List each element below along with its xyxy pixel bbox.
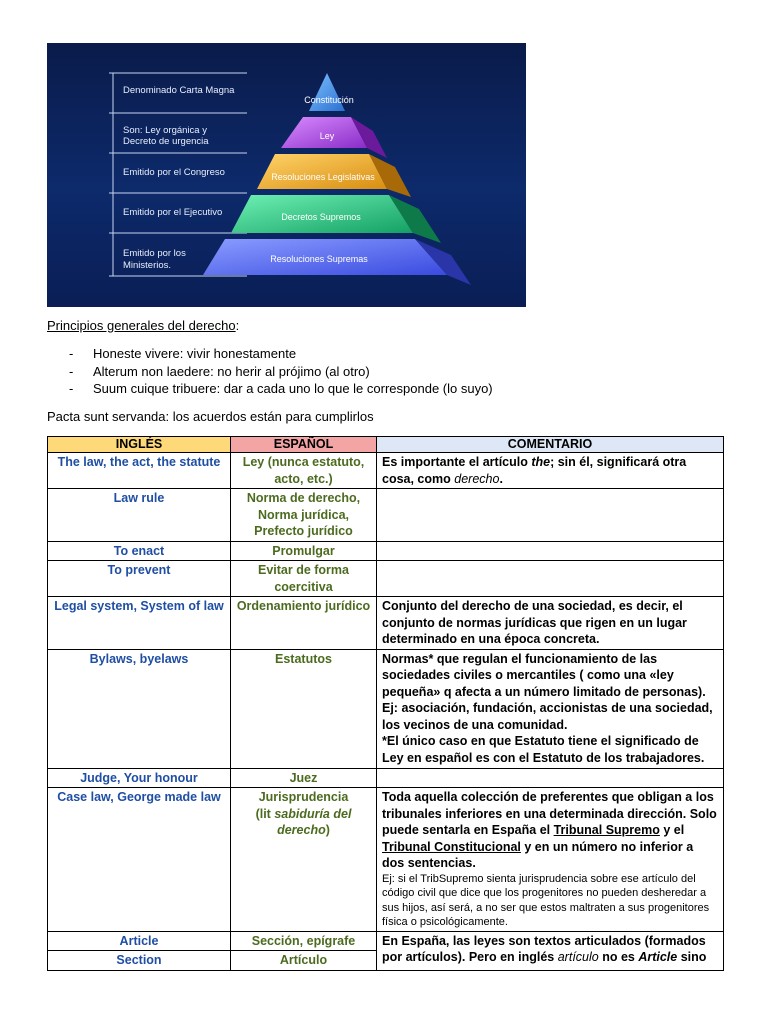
label-ley-organica: Son: Ley orgánica y xyxy=(123,125,207,136)
label-ministerios-1: Emitido por los xyxy=(123,248,186,259)
cell-english: Bylaws, byelaws xyxy=(48,649,231,768)
table-row xyxy=(48,453,724,489)
list-item: - Suum cuique tribuere: dar a cada uno lo que le corresponde (lo suyo) xyxy=(69,381,493,396)
cell-comment xyxy=(377,768,724,788)
principles-list xyxy=(47,345,493,398)
hierarchy-pyramid-figure xyxy=(47,43,526,307)
label-carta-magna: Denominado Carta Magna xyxy=(123,85,235,96)
header-comentario: COMENTARIO xyxy=(377,437,724,453)
cell-english: Case law, George made law xyxy=(48,788,231,932)
section-heading xyxy=(47,318,239,333)
heading-colon: : xyxy=(235,318,240,333)
label-decreto-urgencia: Decreto de urgencia xyxy=(123,136,209,147)
table-row xyxy=(48,597,724,650)
list-item: - Honeste vivere: vivir honestamente xyxy=(69,346,297,361)
heading-text: Principios generales del derecho xyxy=(47,318,236,333)
pyramid-level-constitucion xyxy=(309,73,345,111)
table-row xyxy=(48,489,724,542)
header-ingles: INGLÉS xyxy=(48,437,231,453)
label-congreso: Emitido por el Congreso xyxy=(123,167,225,178)
cell-spanish: Ley (nunca estatuto, acto, etc.) xyxy=(231,453,377,489)
cell-comment: Toda aquella colección de preferentes que obligan a los tribunales inferiores en una determinada dirección. Solo puede sentarla en España el Tribunal Supremo y el Tribunal Constitucional y en un número no inferior a dos sentencias. Ej: si el TribSupremo sienta jurisprudencia sobre ese artículo del código civil que dice que los progenitores no pueden desheredar a sus hijos, así será, a no ser que estos maltraten a sus progenitores física o psicológicamente. xyxy=(377,788,724,932)
header-espanol: ESPAÑOL xyxy=(231,437,377,453)
cell-english: To prevent xyxy=(48,561,231,597)
cell-comment xyxy=(377,561,724,597)
cell-spanish: Jurisprudencia (lit sabiduría del derecho) xyxy=(231,788,377,932)
cell-spanish: Estatutos xyxy=(231,649,377,768)
cell-comment xyxy=(377,489,724,542)
table-row xyxy=(48,931,724,951)
cell-comment: En España, las leyes son textos articulados (formados por artículos). Pero en inglés artículo no es Article sino xyxy=(377,931,724,970)
cell-comment: Conjunto del derecho de una sociedad, es decir, el conjunto de normas jurídicas que rigen en un lugar determinado en una época concreta. xyxy=(377,597,724,650)
glossary-table xyxy=(47,436,724,971)
table-row xyxy=(48,541,724,561)
cell-english: Law rule xyxy=(48,489,231,542)
cell-english: Judge, Your honour xyxy=(48,768,231,788)
cell-spanish: Promulgar xyxy=(231,541,377,561)
level-label-resoluciones-legislativas: Resoluciones Legislativas xyxy=(271,172,375,182)
cell-english: Legal system, System of law xyxy=(48,597,231,650)
label-ejecutivo: Emitido por el Ejecutivo xyxy=(123,207,223,218)
level-label-ley: Ley xyxy=(319,131,335,141)
cell-english: To enact xyxy=(48,541,231,561)
cell-spanish: Artículo xyxy=(231,951,377,971)
cell-spanish: Ordenamiento jurídico xyxy=(231,597,377,650)
cell-comment: Es importante el artículo the; sin él, significará otra cosa, como derecho. xyxy=(377,453,724,489)
cell-comment: Normas* que regulan el funcionamiento de las sociedades civiles o mercantiles ( como una «ley pequeña» q afecta a un número limitado de personas). Ej: asociación, fundación, accionistas de una sociedad, los vecinos de una comunidad. *El único caso en que Estatuto tiene el significado de Ley en español es con el Estatuto de los trabajadores. xyxy=(377,649,724,768)
table-row xyxy=(48,768,724,788)
table-header-row xyxy=(48,437,724,453)
level-label-constitucion: Constitución xyxy=(304,95,354,105)
cell-english: Section xyxy=(48,951,231,971)
cell-spanish: Sección, epígrafe xyxy=(231,931,377,951)
label-ministerios-2: Ministerios. xyxy=(123,260,172,271)
level-label-decretos-supremos: Decretos Supremos xyxy=(281,212,361,222)
level-label-resoluciones-supremas: Resoluciones Supremas xyxy=(270,254,368,264)
cell-spanish: Juez xyxy=(231,768,377,788)
list-item: - Alterum non laedere: no herir al prójimo (al otro) xyxy=(69,363,370,379)
cell-comment xyxy=(377,541,724,561)
table-row xyxy=(48,649,724,768)
cell-spanish: Norma de derecho, Norma jurídica, Prefecto jurídico xyxy=(231,489,377,542)
cell-english: The law, the act, the statute xyxy=(48,453,231,489)
table-row xyxy=(48,561,724,597)
pacta-line: Pacta sunt servanda: los acuerdos están para cumplirlos xyxy=(47,409,374,424)
pyramid-graphic xyxy=(47,43,526,307)
cell-english: Article xyxy=(48,931,231,951)
table-row xyxy=(48,788,724,932)
cell-spanish: Evitar de forma coercitiva xyxy=(231,561,377,597)
